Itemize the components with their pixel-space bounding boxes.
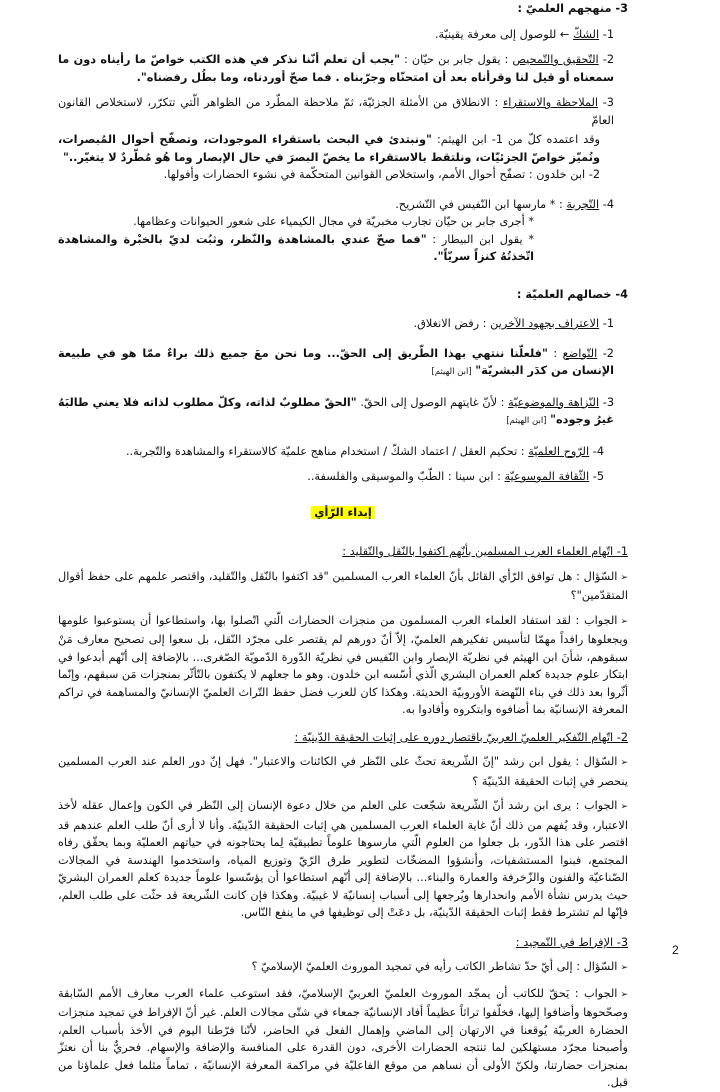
section-title: 1- اتّهام العلماء العرب المسلمين بأنّهم اكتفوا بالنّقل والتّقليد :	[342, 545, 628, 558]
answer-text: الجواب : يَحقّ للكاتب أن يمجّد الموروث العلميّ العربيّ الإسلاميّ، فقد استوعب علماء العرب معارف الأمم السّابقة وصحّحوها وأضافوا إليها، فخلّفوا تراثاً عظيماً أفاد الإنسانيّة جمعاء في شتّى مجالات العلم. غير أنّ الإفراط في تمجيد منجزات الحضارة العربيّة يُوقعنا في الارتهان إلى الماضي وإهمال الفعل في الحاضر، لأنّنا فرّطنا اليوم في الأخذ بأسباب العلم، وأصبحنا مجرّد مستهلكين لما تنتجه الحضارات الأخرى، دون القدرة على المنافسة والإضافة والإسهام. فحريٌّ بنا أن نعتزّ بمنجزات حضارتنا، ولكنّ الأولى أن نساهم من موقع الفاعليّة في مراكمة المعرفة الإنسانيّة ، تماماً مثلما فعل علماؤنا من قبل.	[58, 986, 628, 1089]
item-label: التّجربة	[566, 197, 600, 211]
question	[58, 958, 628, 978]
trait-item	[58, 345, 614, 382]
answer-text: الجواب : لقد استفاد العلماء العرب المسلمون من منجزات الحضارات الّتي اتّصلوا بها، واستطاعوا أن يستوعبوا علومها ويجعلوها رافداً مهمّا لتأسيس تفكيرهم العلميّ، إلاّ أنّ دورهم لم يقتصر على مجرّد النّقل، بل سعوا إلى تصحيح معارف مَنْ سبقوهم، شأنَ ابن الهيثم في نظريّة الإبصار وابن النّفيس في نظريّة الدّورة الدّمويّة الصّغرى... بالإضافة إلى أنّهم أبدعوا في ابتكار علوم جديدة كعلم العمران البشري الّذي أسّسه ابن خلدون. وهو ما جعلهم لا يكتفون بالتّأثّر بمنجزات مَن سبقهم، وإنّما أثّروا بعد ذلك في بناء النّهضة الأوروبيّة الحديثة. وهكذا كان للعرب فضل حفظ التّراث العلميّ الإنسانيّ والمساهمة في تراكم المعرفة الإنسانيّة بما أضافوه وابتكروه وأفادوا به.	[58, 613, 628, 716]
method-item-verification	[58, 51, 614, 86]
item-text: : تحكيم العقل / اعتماد الشكّ / استخدام مناهج علميّة كالاستقراء والمشاهدة والتّجربة..	[125, 444, 529, 458]
item-number: 4-	[602, 197, 614, 211]
item-text: : ابن سينا : الطّبّ والموسيقى والفلسفة..	[307, 470, 505, 483]
item-label: التّحقيق والتّمحيص	[512, 53, 599, 66]
question	[58, 753, 628, 790]
item-text: : لأنّ غايتهم الوصول إلى الحقّ.	[356, 395, 509, 409]
page-content	[58, 0, 628, 1092]
item-text: : الانطلاق من الأمثلة الجزئيّة، ثمّ ملاحظة المطّرد من الظواهر الّتي تتكرّر، لاستخلاص القانون العامّ	[58, 96, 614, 127]
method-item-experiment	[58, 196, 614, 266]
sub-ibn-khaldun: 2- ابن خلدون : تصفّح أحوال الأمم، واستخلاص القوانين المتحكّمة في نشوء الحضارات وأفولها.	[163, 168, 600, 181]
item-text: : يقول جابر بن حيّان :	[399, 53, 513, 66]
traits-heading: 4- خصالهم العلميّة :	[516, 287, 628, 301]
item-text: :	[547, 346, 563, 360]
opinion-section	[58, 729, 628, 922]
item-label: التّواضع	[562, 346, 598, 360]
item-label: الاعتراف بجهود الآخرين	[490, 317, 600, 330]
page-number: 2	[672, 943, 679, 957]
section-title: 2- اتّهام التّفكير العلميّ العربيّ باقتصار دوره على إثبات الحقيقة الدّينيّة :	[294, 730, 628, 744]
item-number: 2-	[602, 346, 614, 360]
sub-ibn-haytham	[58, 131, 600, 166]
item-number: 4-	[592, 444, 604, 458]
question-text: السّؤال : يقول ابن رشد "إنّ الشّريعة تحثّ على النّظر في الكائنات والاعتبار". فهل إنّ دور العلم عند العرب المسلمين ينحصر في إثبات الحقيقة الدّينيّة ؟	[58, 755, 628, 788]
sub-quote: "ونبتدئ في البحث باستقراء الموجودات، وتصفّح أحوال المُبصرات، ونُميّز خواصّ الجزئيّات، ونلتقط بالاستقراء ما يخصّ البصرَ في حال الإبصار وما هُو مُطّردٌ لا يتغيّر.."	[58, 133, 600, 164]
arrowhead-bullet-icon: ➢	[620, 802, 628, 812]
bullet-jabir: * أجرى جابر بن حيّان تجارب مخبريّة في مجال الكيمياء على شعور الحيوانات وعظامها.	[133, 215, 534, 228]
citation: [ابن الهيثم]	[506, 416, 547, 426]
opinion-section	[58, 543, 628, 719]
answer	[58, 797, 628, 922]
method-item-observation	[58, 94, 614, 184]
answer	[58, 612, 628, 719]
item-label: الرّوح العلميّة	[528, 444, 590, 458]
opinion-title	[58, 504, 628, 522]
section-title: 3- الإفراط في التّمجيد :	[515, 935, 628, 949]
item-label: الشكّ	[572, 27, 600, 41]
answer	[58, 985, 628, 1092]
method-heading: 3- منهجهم العلميّ :	[517, 2, 628, 15]
item-label: الثّقافة الموسوعيّة	[504, 470, 590, 483]
item-text: : * مارسها ابن النّفيس في التّشريح.	[395, 197, 567, 211]
trait-item	[58, 394, 614, 431]
question	[58, 568, 628, 605]
item-quote: "الحقّ مطلوبٌ لذاته، وكلّ مطلوب لذاته فلا يعني طالبَهُ غيرُ وجوده"	[58, 395, 614, 426]
item-number: 1-	[602, 317, 614, 330]
item-label: الملاحظة والاستقراء	[502, 96, 599, 109]
item-text: للوصول إلى معرفة يقينيّة.	[434, 27, 560, 41]
item-label: النّزاهة والموضوعيّة	[508, 395, 600, 409]
trait-item	[58, 468, 604, 486]
arrowhead-bullet-icon: ➢	[620, 572, 628, 583]
arrowhead-bullet-icon: ➢	[620, 963, 628, 973]
method-item-doubt	[58, 26, 614, 44]
opinion-section	[58, 934, 628, 1092]
bullet-quote: "فما صحّ عندي بالمشاهدة والنّظر، وثبُت لديّ بالخبْرة والمشاهدة اتّخذتُهُ كنزاً سريّاً".	[58, 232, 534, 263]
sub-text: وقد اعتمده كلّ من 1- ابن الهيثم:	[431, 133, 600, 146]
question-text: السّؤال : إلى أيّ حدّ تشاطر الكاتب رأيه في تمجيد الموروث العلميّ الإسلاميّ ؟	[251, 960, 618, 973]
item-text: : رفض الانغلاق.	[413, 317, 491, 330]
question-text: السّؤال : هل توافق الرّأي القائل بأنّ العلماء العرب المسلمين "قد اكتفوا بالنّقل والتّقليد، واقتصر علمهم على حفظ أقوال المتقدّمين"؟	[58, 569, 628, 602]
arrowhead-bullet-icon: ➢	[620, 758, 628, 768]
trait-item	[58, 443, 604, 461]
item-number: 2-	[602, 53, 614, 66]
item-number: 1-	[602, 27, 614, 41]
bullet-ibn-baytar	[58, 231, 534, 266]
item-number: 5-	[592, 470, 604, 483]
arrowhead-bullet-icon: ➢	[620, 989, 628, 1000]
opinion-title-text: إبداء الرّأي	[311, 506, 375, 519]
arrow-icon: ←	[559, 27, 570, 41]
item-quote: "يجب أن تعلم أنّنا نذكر في هذه الكتب خواصّ ما رأيناه دون ما سمعناه أو قيل لنا وقرأناه بعد أن امتحنّاه وجرّبناه . فما صحّ أوردناه، وما بطُل رفضناه".	[58, 53, 614, 84]
item-number: 3-	[602, 96, 614, 109]
arrowhead-bullet-icon: ➢	[620, 616, 628, 627]
citation: [ابن الهيثم]	[431, 367, 472, 377]
item-number: 3-	[602, 395, 615, 409]
bullet-text: * يقول ابن البيطار :	[426, 232, 534, 246]
trait-item	[58, 315, 614, 333]
answer-text: الجواب : يرى ابن رشد أنّ الشّريعة شجّعت على العلم من خلال دعوة الإنسان إلى النّظر في الكون وإعمال عقله لأخذ الاعتبار، وقد يُفهم من ذلك أنّ غاية العلماء العرب المسلمين هي إثبات الحقيقة الدّينيّة. وأنا لا أرى أنّ طلب العلم عندهم قد اقتصر على هذا الدّور، بل جعلوا من العلوم الّتي مارسوها علوماً تطبيقيّة لِما يحتاجونه في حياتهم العمليّة وبما يحقّق رفاه المجتمع، فبنوا المستشفيات، وأنشؤوا المضخّات لتطوير طرق الرّيّ وتوزيع المياه، واستخدموا الهندسة في المجالات الصّناعيّة والفنون والزّخرفة والعمارة والبناء... بالإضافة إلى أنّهم استطاعوا أن يؤسّسوا علوماً جديدة كعلم العمران البشريّ حيث يدرس نشأة الأمم وانحدارها ويُرجعها إلى أسباب إنسانيّة لا غيبيّة. وهكذا فإن كانت الشّريعة قد حثّت على طلب العلم، فإنّها لم تشترط فقط إثبات الحقيقة الدّينيّة، بل دعَتْ إلى توظيفها في ما ينفع النّاس.	[58, 799, 628, 919]
item-quote: "فلعلّنا ننتهي بهذا الطّريق إلى الحقّ... وما نحن معَ جميع ذلك براءٌ ممّا هو في طبيعة الإنسان من كدَر البشريّة"	[58, 346, 614, 377]
